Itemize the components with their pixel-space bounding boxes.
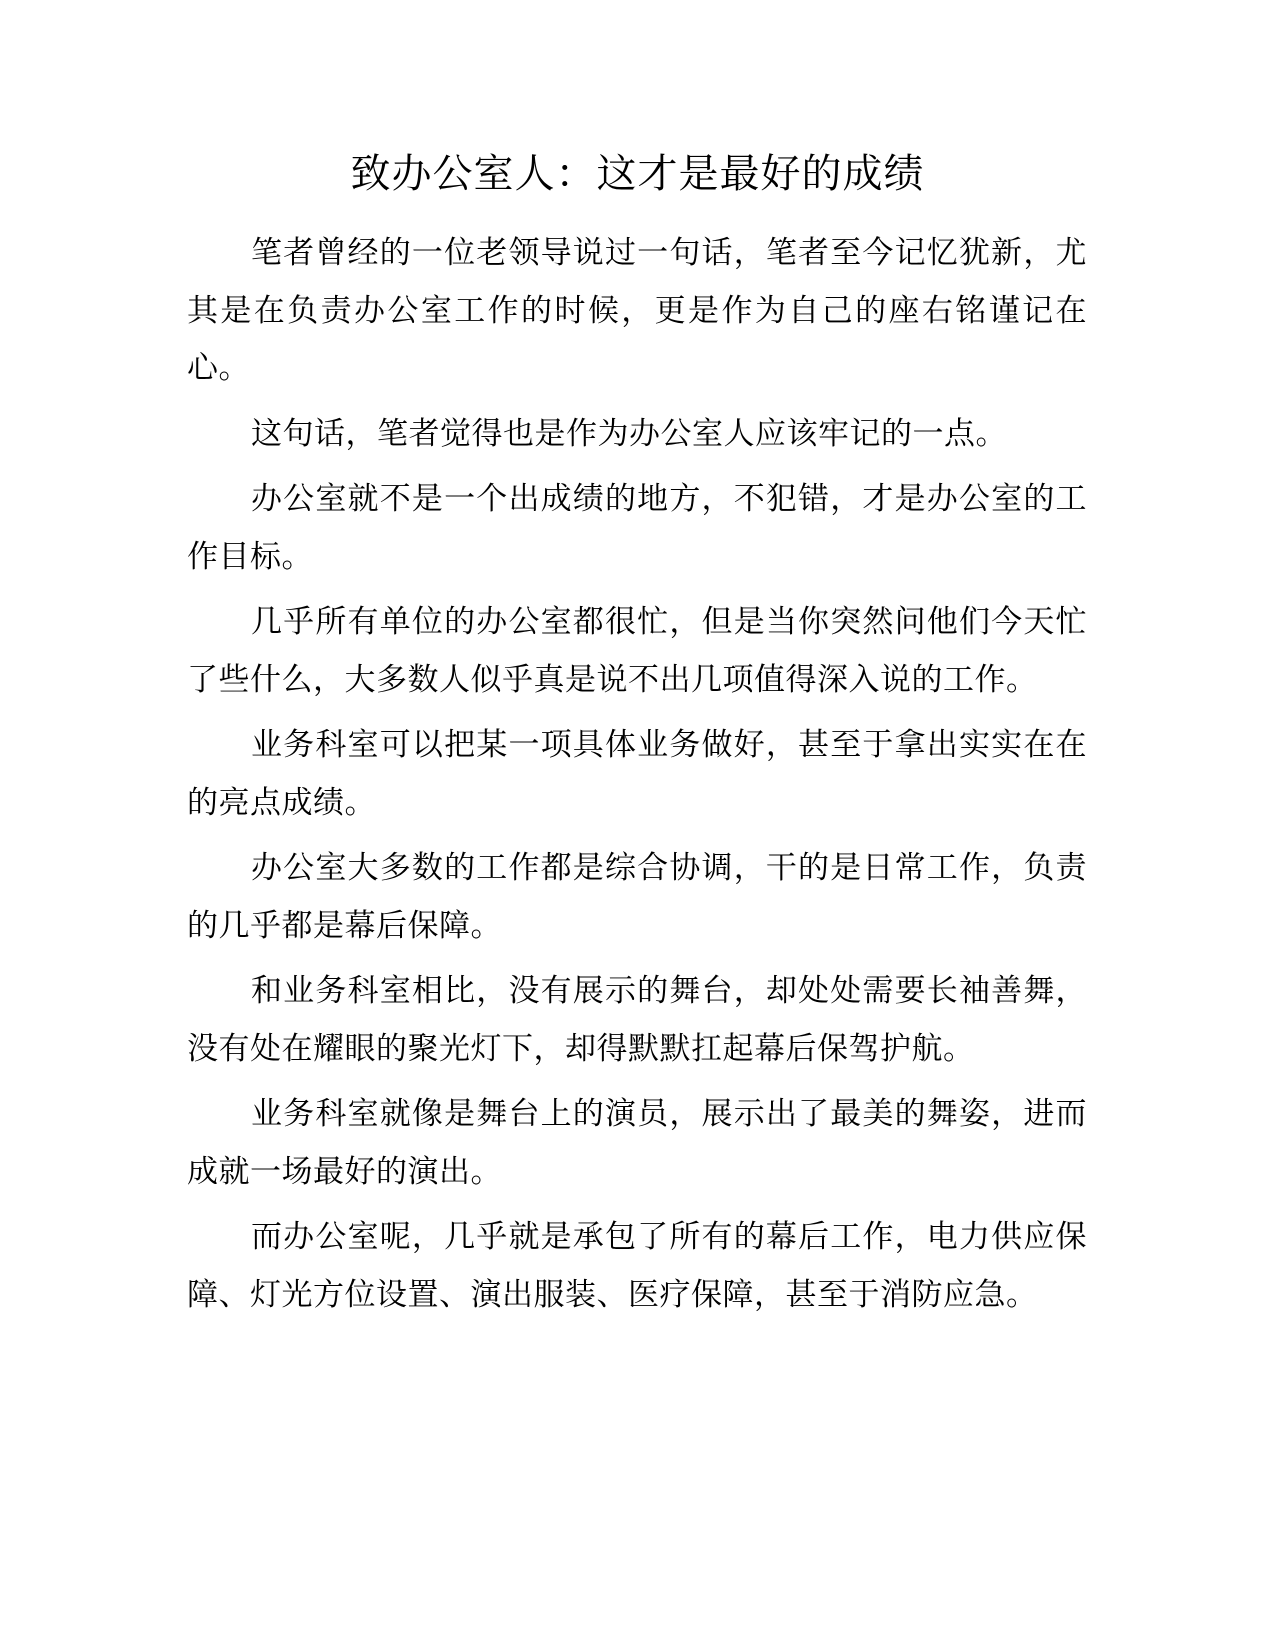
paragraph: 而办公室呢，几乎就是承包了所有的幕后工作，电力供应保障、灯光方位设置、演出服装、医疗保障，甚至于消防应急。 bbox=[187, 1219, 1087, 1313]
document-body bbox=[187, 225, 1087, 1332]
document-title: 致办公室人：这才是最好的成绩 bbox=[350, 151, 925, 197]
paragraph: 业务科室可以把某一项具体业务做好，甚至于拿出实实在在的亮点成绩。 bbox=[187, 727, 1087, 821]
paragraph: 办公室就不是一个出成绩的地方，不犯错，才是办公室的工作目标。 bbox=[187, 481, 1087, 575]
paragraph: 办公室大多数的工作都是综合协调，干的是日常工作，负责的几乎都是幕后保障。 bbox=[187, 850, 1087, 944]
paragraph: 和业务科室相比，没有展示的舞台，却处处需要长袖善舞，没有处在耀眼的聚光灯下，却得默默扛起幕后保驾护航。 bbox=[187, 973, 1087, 1067]
paragraph: 这句话，笔者觉得也是作为办公室人应该牢记的一点。 bbox=[251, 415, 1007, 452]
paragraph: 业务科室就像是舞台上的演员，展示出了最美的舞姿，进而成就一场最好的演出。 bbox=[187, 1096, 1087, 1190]
paragraph: 几乎所有单位的办公室都很忙，但是当你突然问他们今天忙了些什么，大多数人似乎真是说不出几项值得深入说的工作。 bbox=[187, 604, 1087, 698]
paragraph: 笔者曾经的一位老领导说过一句话，笔者至今记忆犹新，尤其是在负责办公室工作的时候，更是作为自己的座右铭谨记在心。 bbox=[187, 235, 1087, 386]
